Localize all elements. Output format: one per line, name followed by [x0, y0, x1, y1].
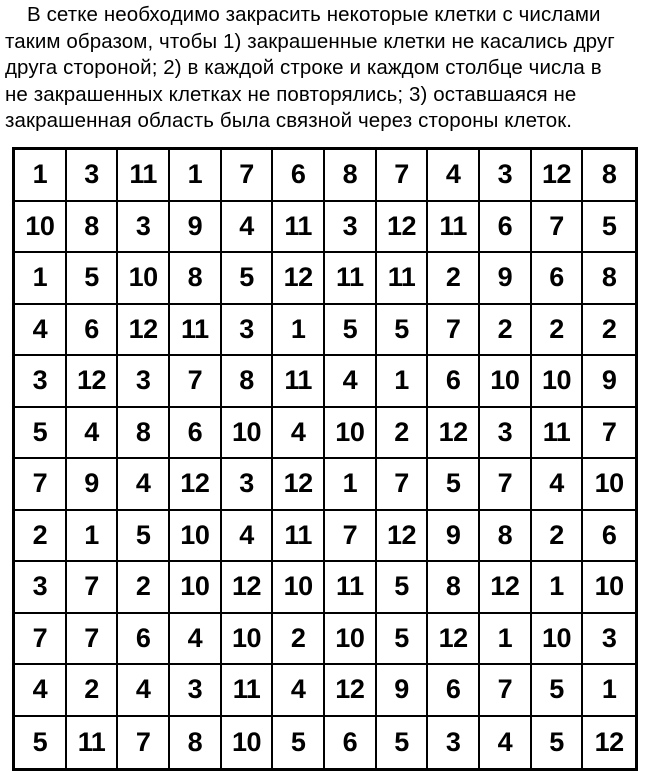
- puzzle-cell[interactable]: 10: [583, 459, 635, 511]
- puzzle-cell[interactable]: 7: [377, 459, 429, 511]
- puzzle-cell[interactable]: 5: [428, 459, 480, 511]
- puzzle-cell[interactable]: 2: [532, 511, 584, 563]
- puzzle-cell[interactable]: 2: [532, 305, 584, 357]
- puzzle-cell[interactable]: 6: [428, 665, 480, 717]
- puzzle-cell[interactable]: 1: [15, 253, 67, 305]
- puzzle-cell[interactable]: 7: [67, 562, 119, 614]
- puzzle-cell[interactable]: 12: [377, 202, 429, 254]
- puzzle-cell[interactable]: 7: [583, 408, 635, 460]
- puzzle-cell[interactable]: 7: [67, 614, 119, 666]
- puzzle-cell[interactable]: 3: [480, 150, 532, 202]
- puzzle-cell[interactable]: 6: [273, 150, 325, 202]
- puzzle-cell[interactable]: 4: [118, 459, 170, 511]
- puzzle-cell[interactable]: 2: [118, 562, 170, 614]
- puzzle-cell[interactable]: 5: [118, 511, 170, 563]
- puzzle-cell[interactable]: 4: [273, 665, 325, 717]
- task-instructions: [5, 2, 655, 135]
- puzzle-cell[interactable]: 8: [67, 202, 119, 254]
- puzzle-cell[interactable]: 3: [15, 356, 67, 408]
- puzzle-cell[interactable]: 11: [67, 717, 119, 769]
- puzzle-cell[interactable]: 3: [325, 202, 377, 254]
- puzzle-cell[interactable]: 3: [170, 665, 222, 717]
- puzzle-cell[interactable]: 2: [67, 665, 119, 717]
- puzzle-cell[interactable]: 10: [15, 202, 67, 254]
- puzzle-cell[interactable]: 6: [118, 614, 170, 666]
- puzzle-cell[interactable]: 4: [222, 202, 274, 254]
- puzzle-cell[interactable]: 6: [325, 717, 377, 769]
- puzzle-cell[interactable]: 11: [377, 253, 429, 305]
- puzzle-cell[interactable]: 2: [273, 614, 325, 666]
- puzzle-cell[interactable]: 12: [67, 356, 119, 408]
- puzzle-cell[interactable]: 4: [325, 356, 377, 408]
- puzzle-cell[interactable]: 10: [222, 614, 274, 666]
- puzzle-cell[interactable]: 7: [170, 356, 222, 408]
- puzzle-cell[interactable]: 5: [377, 717, 429, 769]
- puzzle-cell[interactable]: 11: [325, 253, 377, 305]
- puzzle-cell[interactable]: 12: [480, 562, 532, 614]
- puzzle-cell[interactable]: 7: [118, 717, 170, 769]
- puzzle-cell[interactable]: 5: [15, 408, 67, 460]
- puzzle-cell[interactable]: 1: [273, 305, 325, 357]
- puzzle-cell[interactable]: 1: [532, 562, 584, 614]
- puzzle-cell[interactable]: 3: [222, 459, 274, 511]
- puzzle-cell[interactable]: 10: [532, 356, 584, 408]
- puzzle-cell[interactable]: 12: [377, 511, 429, 563]
- puzzle-cell[interactable]: 10: [273, 562, 325, 614]
- puzzle-cell[interactable]: 3: [583, 614, 635, 666]
- puzzle-cell[interactable]: 5: [15, 717, 67, 769]
- puzzle-cell[interactable]: 10: [532, 614, 584, 666]
- puzzle-cell[interactable]: 5: [273, 717, 325, 769]
- puzzle-cell[interactable]: 7: [428, 305, 480, 357]
- puzzle-cell[interactable]: 3: [118, 202, 170, 254]
- puzzle-cell[interactable]: 12: [325, 665, 377, 717]
- puzzle-cell[interactable]: 2: [428, 253, 480, 305]
- puzzle-cell[interactable]: 1: [170, 150, 222, 202]
- puzzle-cell[interactable]: 9: [170, 202, 222, 254]
- puzzle-cell[interactable]: 4: [273, 408, 325, 460]
- puzzle-cell[interactable]: 7: [15, 459, 67, 511]
- puzzle-cell[interactable]: 5: [377, 562, 429, 614]
- puzzle-cell[interactable]: 3: [67, 150, 119, 202]
- puzzle-cell[interactable]: 5: [325, 305, 377, 357]
- puzzle-cell[interactable]: 2: [377, 408, 429, 460]
- puzzle-cell[interactable]: 6: [170, 408, 222, 460]
- instruction-line: закрашенная область была связной через стороны клеток.: [5, 109, 573, 132]
- puzzle-board: [12, 147, 638, 771]
- puzzle-cell[interactable]: 10: [325, 614, 377, 666]
- puzzle-cell[interactable]: 4: [532, 459, 584, 511]
- puzzle-cell[interactable]: 12: [594, 726, 624, 757]
- puzzle-cell[interactable]: 9: [480, 253, 532, 305]
- puzzle-cell[interactable]: 9: [583, 356, 635, 408]
- puzzle-cell[interactable]: 1: [377, 356, 429, 408]
- puzzle-cell[interactable]: 2: [480, 305, 532, 357]
- puzzle-cell[interactable]: 12: [222, 562, 274, 614]
- puzzle-cell[interactable]: 12: [273, 459, 325, 511]
- puzzle-cell[interactable]: 10: [170, 562, 222, 614]
- puzzle-cell[interactable]: 11: [273, 511, 325, 563]
- puzzle-cell[interactable]: 5: [532, 717, 584, 769]
- puzzle-cell[interactable]: 8: [325, 150, 377, 202]
- puzzle-cell[interactable]: 11: [273, 202, 325, 254]
- puzzle-cell[interactable]: 1: [15, 150, 67, 202]
- puzzle-cell[interactable]: 6: [67, 305, 119, 357]
- puzzle-cell[interactable]: 2: [15, 511, 67, 563]
- puzzle-cell[interactable]: 10: [480, 356, 532, 408]
- puzzle-cell[interactable]: 11: [428, 202, 480, 254]
- puzzle-cell[interactable]: 8: [583, 150, 635, 202]
- puzzle-cell[interactable]: 2: [583, 305, 635, 357]
- puzzle-cell[interactable]: 12: [118, 305, 170, 357]
- puzzle-cell[interactable]: 4: [480, 717, 532, 769]
- puzzle-cell[interactable]: 7: [377, 150, 429, 202]
- puzzle-cell[interactable]: 7: [325, 511, 377, 563]
- instruction-line: друга стороной; 2) в каждой строке и каждом столбце числа в: [5, 56, 602, 79]
- puzzle-cell[interactable]: 10: [325, 408, 377, 460]
- puzzle-cell[interactable]: 11: [170, 305, 222, 357]
- puzzle-cell[interactable]: 8: [118, 408, 170, 460]
- puzzle-cell[interactable]: 4: [170, 614, 222, 666]
- puzzle-cell[interactable]: 6: [480, 202, 532, 254]
- instruction-line: В сетке необходимо закрасить некоторые клетки с числами: [27, 3, 601, 26]
- puzzle-cell[interactable]: 3: [428, 717, 480, 769]
- puzzle-cell[interactable]: 1: [480, 614, 532, 666]
- puzzle-cell[interactable]: 3: [480, 408, 532, 460]
- puzzle-cell[interactable]: 10: [222, 717, 274, 769]
- instruction-line: таким образом, чтобы 1) закрашенные клетки не касались друг: [5, 29, 615, 53]
- puzzle-cell[interactable]: 6: [532, 253, 584, 305]
- puzzle-cell[interactable]: 3: [15, 562, 67, 614]
- puzzle-cell[interactable]: 7: [222, 150, 274, 202]
- puzzle-cell[interactable]: 4: [428, 150, 480, 202]
- puzzle-cell[interactable]: 12: [273, 253, 325, 305]
- puzzle-cell[interactable]: 5: [67, 253, 119, 305]
- puzzle-cell[interactable]: 8: [428, 562, 480, 614]
- puzzle-cell[interactable]: 10: [222, 408, 274, 460]
- puzzle-cell[interactable]: 9: [377, 665, 429, 717]
- puzzle-cell[interactable]: 1: [67, 511, 119, 563]
- puzzle-cell[interactable]: 8: [583, 253, 635, 305]
- puzzle-cell[interactable]: 6: [428, 356, 480, 408]
- puzzle-cell[interactable]: 11: [222, 665, 274, 717]
- puzzle-cell[interactable]: 3: [222, 305, 274, 357]
- puzzle-cell[interactable]: 8: [480, 511, 532, 563]
- puzzle-cell[interactable]: 1: [325, 459, 377, 511]
- puzzle-cell[interactable]: 9: [428, 511, 480, 563]
- puzzle-cell[interactable]: 7: [15, 614, 67, 666]
- puzzle-cell[interactable]: 5: [532, 665, 584, 717]
- puzzle-cell[interactable]: 4: [118, 665, 170, 717]
- puzzle-cell[interactable]: 4: [67, 408, 119, 460]
- puzzle-cell[interactable]: 8: [222, 356, 274, 408]
- puzzle-cell[interactable]: 5: [583, 202, 635, 254]
- puzzle-cell[interactable]: 12: [532, 150, 584, 202]
- puzzle-cell[interactable]: 7: [532, 202, 584, 254]
- puzzle-cell[interactable]: 11: [273, 356, 325, 408]
- puzzle-cell[interactable]: 4: [15, 665, 67, 717]
- puzzle-cell[interactable]: 10: [583, 562, 635, 614]
- puzzle-cell[interactable]: 8: [170, 253, 222, 305]
- instruction-line: не закрашенных клетках не повторялись; 3) оставшаяся не: [5, 82, 577, 106]
- puzzle-cell[interactable]: 10: [118, 253, 170, 305]
- puzzle-cell[interactable]: 9: [67, 459, 119, 511]
- puzzle-cell[interactable]: 4: [15, 305, 67, 357]
- puzzle-cell[interactable]: 3: [118, 356, 170, 408]
- puzzle-cell[interactable]: 12: [428, 614, 480, 666]
- puzzle-cell[interactable]: 7: [480, 665, 532, 717]
- puzzle-cell[interactable]: 11: [325, 562, 377, 614]
- puzzle-cell[interactable]: 12: [170, 459, 222, 511]
- puzzle-cell[interactable]: 4: [222, 511, 274, 563]
- puzzle-cell[interactable]: 5: [377, 614, 429, 666]
- puzzle-cell[interactable]: 11: [118, 150, 170, 202]
- puzzle-cell[interactable]: 11: [532, 408, 584, 460]
- puzzle-cell[interactable]: 1: [583, 665, 635, 717]
- puzzle-grid: [15, 150, 635, 768]
- puzzle-cell[interactable]: 12: [428, 408, 480, 460]
- puzzle-cell[interactable]: 5: [377, 305, 429, 357]
- puzzle-cell[interactable]: 5: [222, 253, 274, 305]
- puzzle-cell[interactable]: 10: [170, 511, 222, 563]
- puzzle-cell[interactable]: 7: [480, 459, 532, 511]
- puzzle-cell[interactable]: 8: [170, 717, 222, 769]
- puzzle-cell[interactable]: 6: [583, 511, 635, 563]
